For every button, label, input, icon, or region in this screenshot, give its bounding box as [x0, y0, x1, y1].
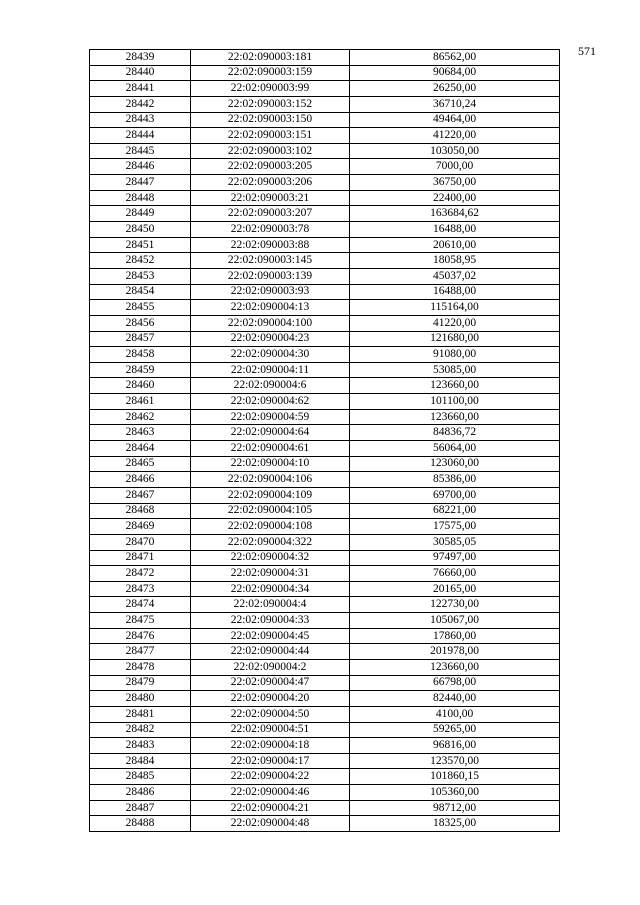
table-row [90, 691, 560, 707]
table-row [90, 441, 560, 457]
registry-table [89, 49, 560, 832]
table-row [90, 96, 560, 112]
cadastral-number-cell: 22:02:090004:32 [191, 550, 350, 566]
row-number-cell: 28452 [90, 253, 191, 269]
cadastral-value-cell: 123060,00 [350, 456, 560, 472]
row-number-cell: 28482 [90, 722, 191, 738]
row-number-cell: 28475 [90, 613, 191, 629]
cadastral-number-cell: 22:02:090004:33 [191, 613, 350, 629]
cadastral-number-cell: 22:02:090003:93 [191, 284, 350, 300]
cadastral-number-cell: 22:02:090003:207 [191, 206, 350, 222]
cadastral-number-cell: 22:02:090003:78 [191, 222, 350, 238]
row-number-cell: 28463 [90, 425, 191, 441]
cadastral-number-cell: 22:02:090004:31 [191, 566, 350, 582]
cadastral-number-cell: 22:02:090004:47 [191, 675, 350, 691]
table-row [90, 675, 560, 691]
cadastral-number-cell: 22:02:090003:151 [191, 128, 350, 144]
table-row [90, 300, 560, 316]
row-number-cell: 28451 [90, 237, 191, 253]
cadastral-value-cell: 36750,00 [350, 175, 560, 191]
cadastral-number-cell: 22:02:090004:106 [191, 472, 350, 488]
table-row [90, 487, 560, 503]
cadastral-value-cell: 16488,00 [350, 284, 560, 300]
cadastral-number-cell: 22:02:090004:18 [191, 738, 350, 754]
row-number-cell: 28444 [90, 128, 191, 144]
cadastral-value-cell: 101860,15 [350, 769, 560, 785]
cadastral-value-cell: 105067,00 [350, 613, 560, 629]
row-number-cell: 28471 [90, 550, 191, 566]
cadastral-number-cell: 22:02:090003:150 [191, 112, 350, 128]
table-row [90, 378, 560, 394]
table-row [90, 50, 560, 66]
cadastral-number-cell: 22:02:090004:45 [191, 628, 350, 644]
cadastral-number-cell: 22:02:090004:2 [191, 659, 350, 675]
cadastral-value-cell: 41220,00 [350, 315, 560, 331]
table-row [90, 65, 560, 81]
cadastral-value-cell: 66798,00 [350, 675, 560, 691]
table-row [90, 409, 560, 425]
row-number-cell: 28481 [90, 706, 191, 722]
row-number-cell: 28487 [90, 800, 191, 816]
row-number-cell: 28460 [90, 378, 191, 394]
cadastral-number-cell: 22:02:090003:159 [191, 65, 350, 81]
table-row [90, 394, 560, 410]
table-row [90, 581, 560, 597]
table-row [90, 222, 560, 238]
cadastral-value-cell: 90684,00 [350, 65, 560, 81]
cadastral-value-cell: 91080,00 [350, 347, 560, 363]
cadastral-value-cell: 49464,00 [350, 112, 560, 128]
row-number-cell: 28473 [90, 581, 191, 597]
cadastral-number-cell: 22:02:090003:139 [191, 268, 350, 284]
cadastral-number-cell: 22:02:090004:61 [191, 441, 350, 457]
row-number-cell: 28483 [90, 738, 191, 754]
table-row [90, 456, 560, 472]
row-number-cell: 28467 [90, 487, 191, 503]
cadastral-value-cell: 98712,00 [350, 800, 560, 816]
table-row [90, 785, 560, 801]
table-row [90, 628, 560, 644]
table-row [90, 206, 560, 222]
cadastral-number-cell: 22:02:090004:22 [191, 769, 350, 785]
row-number-cell: 28484 [90, 753, 191, 769]
table-row [90, 753, 560, 769]
cadastral-value-cell: 17575,00 [350, 519, 560, 535]
row-number-cell: 28466 [90, 472, 191, 488]
cadastral-number-cell: 22:02:090004:64 [191, 425, 350, 441]
table-row [90, 331, 560, 347]
row-number-cell: 28468 [90, 503, 191, 519]
row-number-cell: 28448 [90, 190, 191, 206]
table-row [90, 284, 560, 300]
row-number-cell: 28439 [90, 50, 191, 66]
row-number-cell: 28462 [90, 409, 191, 425]
cadastral-number-cell: 22:02:090004:108 [191, 519, 350, 535]
row-number-cell: 28443 [90, 112, 191, 128]
cadastral-value-cell: 123660,00 [350, 409, 560, 425]
cadastral-value-cell: 85386,00 [350, 472, 560, 488]
cadastral-value-cell: 18058,95 [350, 253, 560, 269]
row-number-cell: 28459 [90, 362, 191, 378]
cadastral-number-cell: 22:02:090004:13 [191, 300, 350, 316]
row-number-cell: 28474 [90, 597, 191, 613]
table-row [90, 566, 560, 582]
table-row [90, 268, 560, 284]
row-number-cell: 28453 [90, 268, 191, 284]
cadastral-number-cell: 22:02:090003:145 [191, 253, 350, 269]
cadastral-value-cell: 36710,24 [350, 96, 560, 112]
cadastral-number-cell: 22:02:090004:59 [191, 409, 350, 425]
cadastral-number-cell: 22:02:090004:105 [191, 503, 350, 519]
table-row [90, 425, 560, 441]
cadastral-value-cell: 82440,00 [350, 691, 560, 707]
cadastral-value-cell: 26250,00 [350, 81, 560, 97]
cadastral-value-cell: 123660,00 [350, 659, 560, 675]
cadastral-value-cell: 123660,00 [350, 378, 560, 394]
cadastral-value-cell: 17860,00 [350, 628, 560, 644]
row-number-cell: 28455 [90, 300, 191, 316]
cadastral-value-cell: 86562,00 [350, 50, 560, 66]
table-row [90, 472, 560, 488]
cadastral-value-cell: 122730,00 [350, 597, 560, 613]
row-number-cell: 28478 [90, 659, 191, 675]
table-row [90, 550, 560, 566]
table-row [90, 128, 560, 144]
row-number-cell: 28486 [90, 785, 191, 801]
row-number-cell: 28465 [90, 456, 191, 472]
row-number-cell: 28440 [90, 65, 191, 81]
table-row [90, 706, 560, 722]
cadastral-value-cell: 76660,00 [350, 566, 560, 582]
row-number-cell: 28454 [90, 284, 191, 300]
cadastral-value-cell: 163684,62 [350, 206, 560, 222]
cadastral-value-cell: 97497,00 [350, 550, 560, 566]
table-row [90, 112, 560, 128]
table-row [90, 237, 560, 253]
table-row [90, 769, 560, 785]
cadastral-number-cell: 22:02:090004:44 [191, 644, 350, 660]
cadastral-number-cell: 22:02:090004:11 [191, 362, 350, 378]
cadastral-value-cell: 56064,00 [350, 441, 560, 457]
table-row [90, 190, 560, 206]
cadastral-number-cell: 22:02:090004:10 [191, 456, 350, 472]
table-row [90, 613, 560, 629]
table-row [90, 315, 560, 331]
row-number-cell: 28477 [90, 644, 191, 660]
cadastral-value-cell: 7000,00 [350, 159, 560, 175]
cadastral-number-cell: 22:02:090004:46 [191, 785, 350, 801]
cadastral-number-cell: 22:02:090004:6 [191, 378, 350, 394]
cadastral-number-cell: 22:02:090004:62 [191, 394, 350, 410]
cadastral-value-cell: 68221,00 [350, 503, 560, 519]
row-number-cell: 28472 [90, 566, 191, 582]
table-row [90, 800, 560, 816]
table-row [90, 175, 560, 191]
cadastral-value-cell: 45037,02 [350, 268, 560, 284]
row-number-cell: 28461 [90, 394, 191, 410]
cadastral-number-cell: 22:02:090004:30 [191, 347, 350, 363]
row-number-cell: 28450 [90, 222, 191, 238]
table-row [90, 519, 560, 535]
row-number-cell: 28469 [90, 519, 191, 535]
table-row [90, 347, 560, 363]
cadastral-number-cell: 22:02:090003:206 [191, 175, 350, 191]
table-row [90, 597, 560, 613]
table-row [90, 362, 560, 378]
cadastral-value-cell: 41220,00 [350, 128, 560, 144]
cadastral-number-cell: 22:02:090004:322 [191, 534, 350, 550]
cadastral-value-cell: 4100,00 [350, 706, 560, 722]
table-row [90, 143, 560, 159]
row-number-cell: 28457 [90, 331, 191, 347]
row-number-cell: 28476 [90, 628, 191, 644]
cadastral-number-cell: 22:02:090004:48 [191, 816, 350, 832]
table-row [90, 159, 560, 175]
table-row [90, 816, 560, 832]
cadastral-number-cell: 22:02:090004:23 [191, 331, 350, 347]
cadastral-value-cell: 18325,00 [350, 816, 560, 832]
row-number-cell: 28456 [90, 315, 191, 331]
row-number-cell: 28470 [90, 534, 191, 550]
cadastral-number-cell: 22:02:090003:181 [191, 50, 350, 66]
cadastral-value-cell: 101100,00 [350, 394, 560, 410]
cadastral-value-cell: 53085,00 [350, 362, 560, 378]
cadastral-number-cell: 22:02:090003:102 [191, 143, 350, 159]
table-row [90, 81, 560, 97]
cadastral-number-cell: 22:02:090004:34 [191, 581, 350, 597]
cadastral-value-cell: 84836,72 [350, 425, 560, 441]
cadastral-number-cell: 22:02:090003:21 [191, 190, 350, 206]
cadastral-value-cell: 105360,00 [350, 785, 560, 801]
row-number-cell: 28479 [90, 675, 191, 691]
registry-table-body [90, 50, 560, 832]
cadastral-number-cell: 22:02:090004:50 [191, 706, 350, 722]
table-row [90, 722, 560, 738]
row-number-cell: 28485 [90, 769, 191, 785]
row-number-cell: 28446 [90, 159, 191, 175]
table-row [90, 644, 560, 660]
cadastral-number-cell: 22:02:090004:100 [191, 315, 350, 331]
cadastral-number-cell: 22:02:090004:51 [191, 722, 350, 738]
cadastral-value-cell: 103050,00 [350, 143, 560, 159]
row-number-cell: 28447 [90, 175, 191, 191]
cadastral-value-cell: 22400,00 [350, 190, 560, 206]
cadastral-value-cell: 96816,00 [350, 738, 560, 754]
row-number-cell: 28441 [90, 81, 191, 97]
cadastral-number-cell: 22:02:090003:152 [191, 96, 350, 112]
cadastral-number-cell: 22:02:090004:21 [191, 800, 350, 816]
cadastral-value-cell: 59265,00 [350, 722, 560, 738]
row-number-cell: 28488 [90, 816, 191, 832]
table-row [90, 253, 560, 269]
cadastral-value-cell: 115164,00 [350, 300, 560, 316]
cadastral-value-cell: 123570,00 [350, 753, 560, 769]
row-number-cell: 28458 [90, 347, 191, 363]
table-row [90, 503, 560, 519]
row-number-cell: 28449 [90, 206, 191, 222]
cadastral-value-cell: 20610,00 [350, 237, 560, 253]
row-number-cell: 28445 [90, 143, 191, 159]
table-row [90, 534, 560, 550]
row-number-cell: 28464 [90, 441, 191, 457]
cadastral-value-cell: 69700,00 [350, 487, 560, 503]
cadastral-value-cell: 201978,00 [350, 644, 560, 660]
cadastral-number-cell: 22:02:090003:205 [191, 159, 350, 175]
cadastral-number-cell: 22:02:090003:99 [191, 81, 350, 97]
cadastral-value-cell: 30585,05 [350, 534, 560, 550]
cadastral-number-cell: 22:02:090004:109 [191, 487, 350, 503]
cadastral-number-cell: 22:02:090003:88 [191, 237, 350, 253]
cadastral-number-cell: 22:02:090004:17 [191, 753, 350, 769]
table-row [90, 738, 560, 754]
cadastral-value-cell: 16488,00 [350, 222, 560, 238]
cadastral-value-cell: 121680,00 [350, 331, 560, 347]
table-row [90, 659, 560, 675]
cadastral-number-cell: 22:02:090004:20 [191, 691, 350, 707]
row-number-cell: 28480 [90, 691, 191, 707]
cadastral-value-cell: 20165,00 [350, 581, 560, 597]
row-number-cell: 28442 [90, 96, 191, 112]
cadastral-number-cell: 22:02:090004:4 [191, 597, 350, 613]
page-number: 571 [578, 44, 596, 58]
